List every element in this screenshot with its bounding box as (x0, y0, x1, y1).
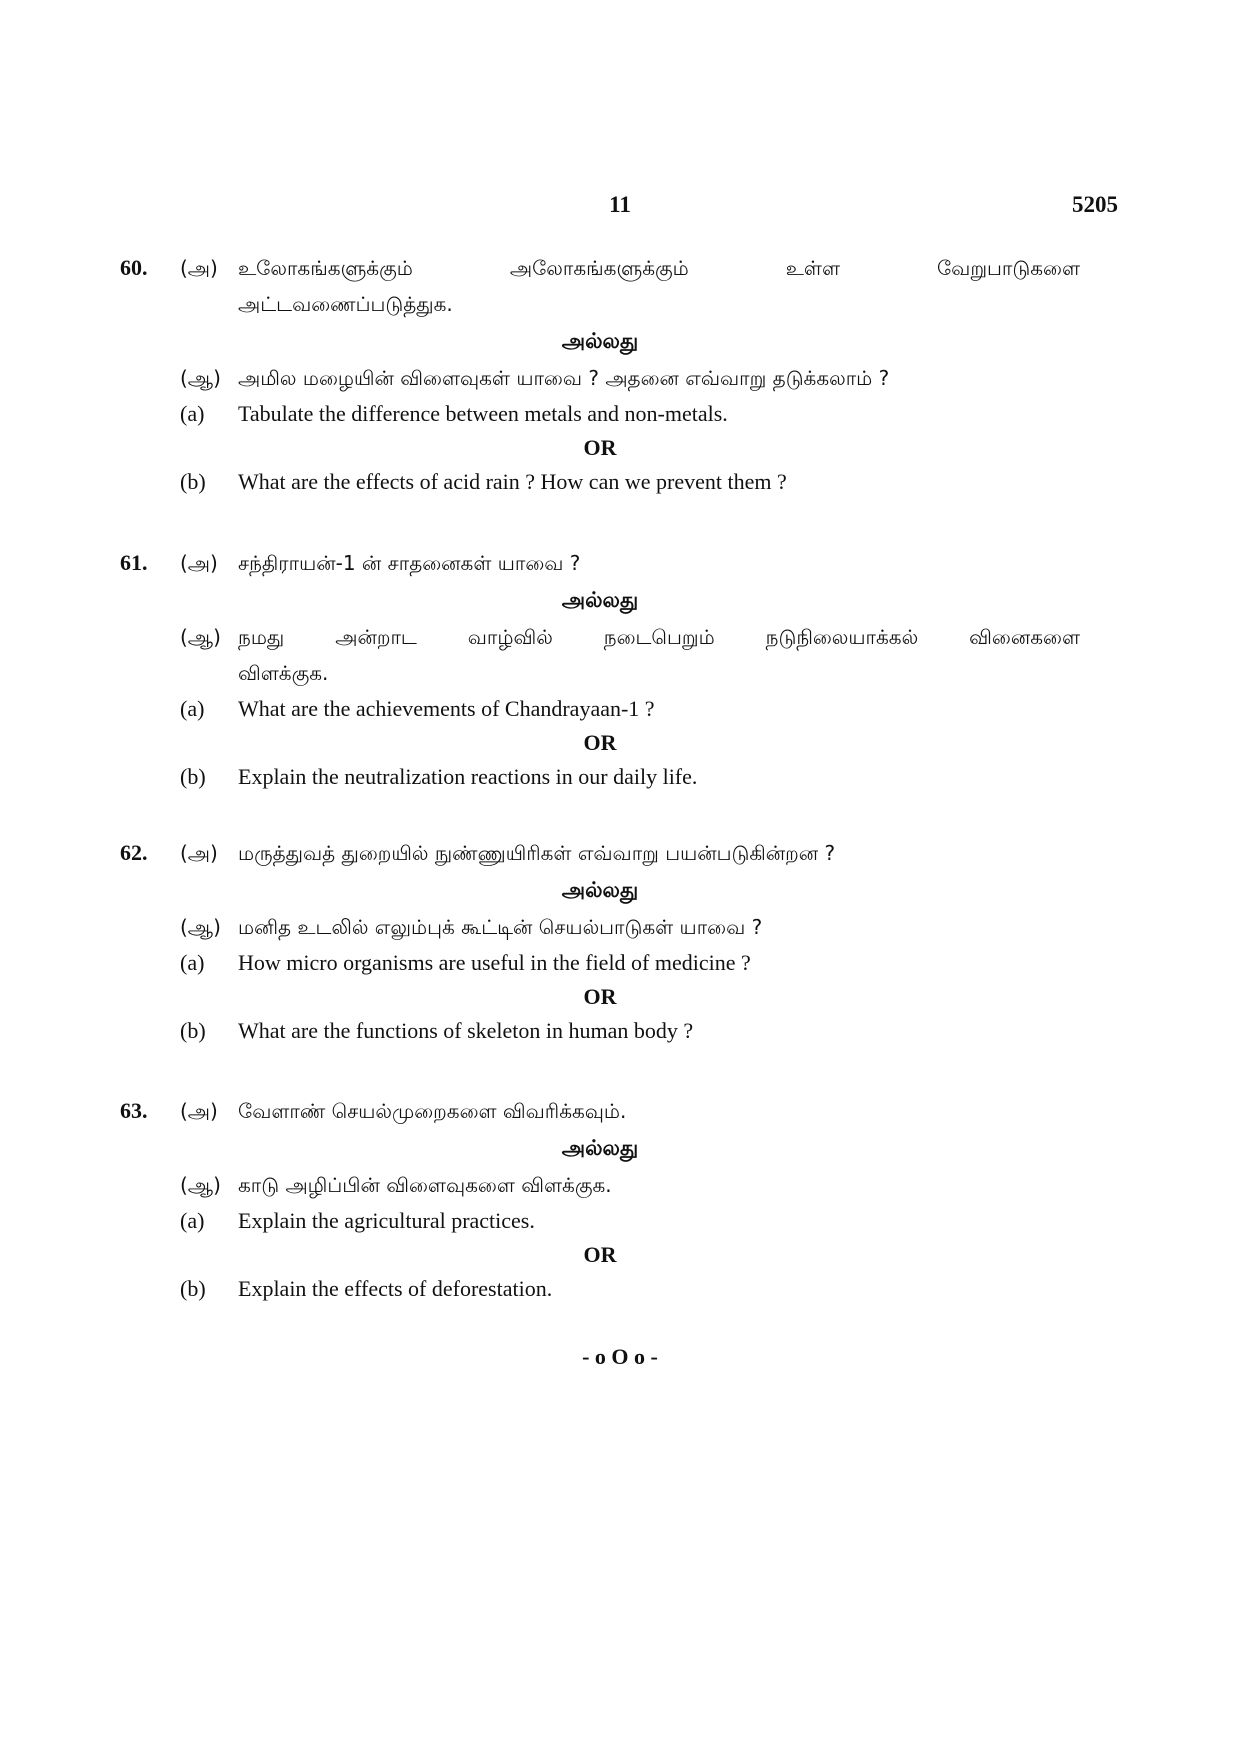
tamil-option-a-text: மருத்துவத் துறையில் நுண்ணுயிரிகள் எவ்வாறு பயன்படுகின்றன ? (238, 841, 836, 865)
english-or-separator: OR (583, 1242, 617, 1267)
question-62 (120, 835, 1080, 1049)
english-option-b-text: What are the functions of skeleton in human body ? (238, 1018, 694, 1043)
tamil-option-b-text: அமில மழையின் விளைவுகள் யாவை ? அதனை எவ்வாறு தடுக்கலாம் ? (238, 366, 890, 390)
english-or-separator: OR (583, 730, 617, 755)
english-option-a-text: How micro organisms are useful in the field of medicine ? (238, 950, 751, 975)
english-option-b-text: Explain the effects of deforestation. (238, 1276, 553, 1301)
tamil-or-separator: அல்லது (561, 878, 639, 902)
tamil-or-separator: அல்லது (561, 588, 639, 612)
english-option-a-text: What are the achievements of Chandrayaan-1 ? (238, 696, 655, 721)
english-option-a-label: (a) (180, 950, 205, 975)
tamil-option-a-label: (அ) (180, 1099, 218, 1123)
english-option-a-text: Tabulate the difference between metals and non-metals. (238, 401, 728, 426)
tamil-option-a-label: (அ) (180, 551, 218, 575)
question-number: 63. (120, 1098, 148, 1123)
english-option-a-label: (a) (180, 401, 205, 426)
tamil-option-a-text: உலோகங்களுக்கும் அலோகங்களுக்கும் உள்ள வேறுபாடுகளை (238, 256, 1080, 280)
english-option-a-label: (a) (180, 1208, 205, 1233)
end-of-paper-mark: - o O o - (582, 1344, 658, 1369)
english-option-b-label: (b) (180, 1276, 206, 1301)
english-or-separator: OR (583, 984, 617, 1009)
tamil-option-a-text: வேளாண் செயல்முறைகளை விவரிக்கவும். (238, 1099, 627, 1123)
question-number: 62. (120, 840, 148, 865)
question-number: 61. (120, 550, 148, 575)
tamil-option-b-text: நமது அன்றாட வாழ்வில் நடைபெறும் நடுநிலையாக்கல் வினைகளை (238, 625, 1080, 649)
tamil-option-a-label: (அ) (180, 256, 218, 280)
tamil-option-b-label: (ஆ) (180, 366, 221, 390)
tamil-option-b-text: காடு அழிப்பின் விளைவுகளை விளக்குக. (238, 1173, 612, 1197)
question-number: 60. (120, 255, 148, 280)
tamil-option-a-text: சந்திராயன்-1 ன் சாதனைகள் யாவை ? (238, 551, 581, 575)
question-60 (120, 250, 1080, 500)
english-or-separator: OR (583, 435, 617, 460)
english-option-b-label: (b) (180, 764, 206, 789)
tamil-or-separator: அல்லது (561, 1136, 639, 1160)
english-option-b-text: Explain the neutralization reactions in our daily life. (238, 764, 698, 789)
english-option-a-label: (a) (180, 696, 205, 721)
tamil-or-separator: அல்லது (561, 329, 639, 353)
page-number: 11 (609, 192, 631, 217)
tamil-option-b-label: (ஆ) (180, 625, 221, 649)
english-option-b-label: (b) (180, 1018, 206, 1043)
english-option-a-text: Explain the agricultural practices. (238, 1208, 535, 1233)
english-option-b-text: What are the effects of acid rain ? How can we prevent them ? (238, 469, 787, 494)
english-option-b-label: (b) (180, 469, 206, 494)
question-63 (120, 1093, 1080, 1307)
question-61 (120, 545, 1080, 795)
tamil-option-b-text: மனித உடலில் எலும்புக் கூட்டின் செயல்பாடுகள் யாவை ? (238, 915, 763, 939)
tamil-option-a-label: (அ) (180, 841, 218, 865)
paper-code: 5205 (1072, 192, 1118, 217)
tamil-option-b-label: (ஆ) (180, 915, 221, 939)
tamil-option-b-text-continued: விளக்குக. (238, 661, 329, 685)
tamil-option-a-text-continued: அட்டவணைப்படுத்துக. (238, 292, 453, 316)
tamil-option-b-label: (ஆ) (180, 1173, 221, 1197)
